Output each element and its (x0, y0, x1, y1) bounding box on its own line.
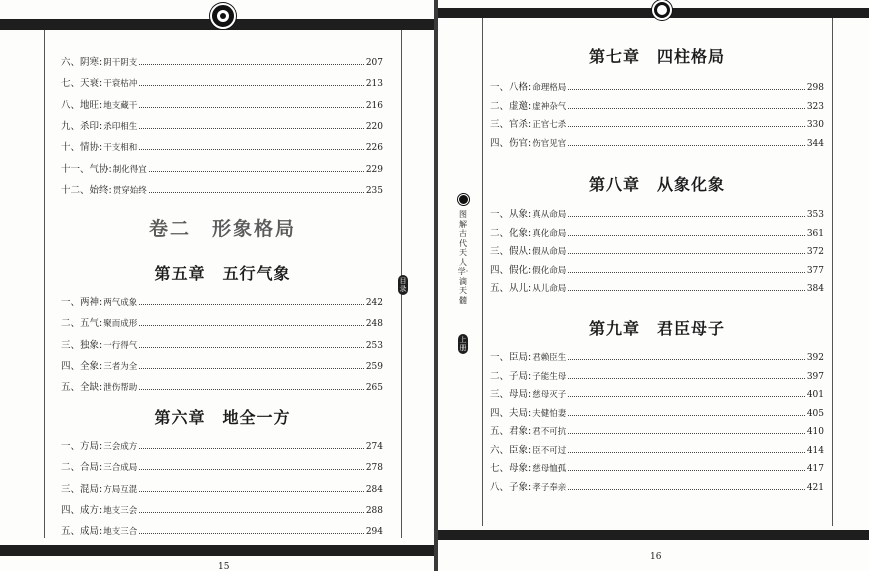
dot-leader (568, 359, 805, 360)
taiji-emblem-icon (210, 3, 236, 29)
entry-label: 一、八格: (490, 82, 532, 93)
dot-leader (568, 272, 805, 273)
toc-entry (61, 462, 383, 474)
toc-entry (490, 119, 824, 131)
dot-leader (568, 378, 805, 379)
entry-description: 方局互混 (103, 484, 138, 495)
entry-page-number: 259 (365, 361, 383, 372)
entry-label: 七、母象: (490, 463, 532, 474)
dot-leader (568, 145, 805, 146)
entry-page-number: 253 (365, 340, 383, 351)
entry-label: 四、成方: (61, 504, 103, 516)
entry-label: 六、臣象: (490, 444, 532, 456)
dot-leader (139, 491, 364, 492)
entry-page-number: 284 (365, 484, 383, 495)
entry-label: 六、阴寒: (61, 57, 103, 68)
toc-entry (490, 228, 824, 240)
right-page (438, 0, 869, 571)
left-margin-line (44, 30, 45, 538)
entry-description: 地支三合 (103, 527, 138, 538)
toc-entry (61, 382, 383, 394)
entry-description: 子能生母 (532, 371, 567, 382)
entry-page-number: 344 (806, 138, 824, 149)
entry-page-number: 405 (806, 408, 824, 419)
toc-entry (490, 463, 824, 475)
entry-page-number: 207 (365, 58, 383, 68)
entry-description: 虚神杂气 (532, 101, 567, 112)
toc-entry (61, 297, 383, 309)
entry-description: 一行得气 (103, 340, 138, 351)
entry-description: 制化得宜 (112, 164, 147, 175)
entry-label: 三、独象: (61, 339, 103, 351)
entry-label: 二、子局: (490, 370, 532, 382)
dot-leader (139, 448, 364, 449)
entry-page-number: 288 (365, 505, 383, 516)
entry-page-number: 392 (806, 353, 824, 363)
entry-page-number: 397 (806, 371, 824, 382)
entry-description: 慈母恤孤 (532, 464, 567, 474)
entry-description: 孝子奉亲 (532, 482, 567, 493)
dot-leader (568, 108, 805, 109)
toc-entry (490, 445, 824, 457)
entry-description: 贯穿始终 (112, 185, 147, 196)
entry-description: 阴干阴支 (103, 58, 138, 68)
entry-description: 泄伤帮助 (103, 383, 138, 394)
entry-description: 干支相和 (103, 143, 138, 154)
toc-entry (490, 138, 824, 150)
dot-leader (568, 216, 805, 217)
entry-description: 三者为全 (103, 361, 138, 372)
entry-label: 四、全象: (61, 360, 103, 372)
entry-label: 一、臣局: (490, 352, 532, 363)
dot-leader (139, 347, 364, 348)
dot-leader (139, 149, 364, 150)
entry-label: 九、杀印: (61, 120, 103, 132)
dot-leader (139, 128, 364, 129)
toc-entry (61, 484, 383, 496)
book-side-title: 图解古代天人学·滴天髓 (457, 210, 469, 305)
toc-entry (490, 246, 824, 258)
entry-page-number: 353 (806, 210, 824, 220)
entry-label: 三、混局: (61, 483, 103, 495)
toc-entry (490, 389, 824, 401)
entry-page-number: 294 (365, 527, 383, 538)
entry-page-number: 278 (365, 463, 383, 474)
entry-page-number: 372 (806, 247, 824, 257)
entry-page-number: 248 (365, 319, 383, 330)
entry-page-number: 216 (365, 100, 383, 111)
entry-page-number: 421 (806, 482, 824, 493)
volume-title: 卷二 形象格局 (148, 218, 296, 240)
toc-entry (61, 164, 383, 176)
toc-entry (490, 101, 824, 113)
dot-leader (568, 235, 805, 236)
entry-page-number: 410 (806, 427, 824, 437)
bottom-bar (0, 545, 434, 556)
entry-label: 一、方局: (61, 441, 103, 452)
entry-page-number: 274 (365, 442, 383, 452)
dot-leader (139, 85, 364, 86)
chapter-5-title: 第五章 五行气象 (154, 264, 291, 283)
page-number: 15 (218, 562, 230, 571)
entry-description: 臣不可过 (532, 445, 567, 456)
toc-entry (490, 408, 824, 420)
entry-description: 三合成局 (103, 463, 138, 474)
entry-label: 三、母局: (490, 389, 532, 400)
entry-label: 三、假从: (490, 246, 532, 257)
dot-leader (139, 389, 364, 390)
entry-label: 五、从儿: (490, 283, 532, 294)
entry-label: 一、从象: (490, 209, 532, 220)
toc-entry (61, 142, 383, 154)
dot-leader (139, 512, 364, 513)
entry-label: 五、全缺: (61, 382, 103, 394)
toc-entry (61, 121, 383, 133)
entry-label: 五、君象: (490, 426, 532, 437)
toc-entry (61, 185, 383, 197)
entry-page-number: 242 (365, 298, 383, 308)
entry-page-number: 235 (365, 185, 383, 196)
dot-leader (139, 469, 364, 470)
dot-leader (139, 304, 364, 305)
dot-leader (568, 253, 805, 254)
section-tab: 目录 (399, 277, 407, 293)
entry-label: 五、成局: (61, 526, 103, 538)
entry-description: 假化命局 (532, 265, 567, 276)
entry-label: 十二、始终: (61, 184, 112, 196)
entry-label: 十一、气协: (61, 163, 112, 175)
chapter-6-title: 第六章 地全一方 (154, 408, 291, 427)
dot-leader (568, 89, 805, 90)
entry-label: 二、化象: (490, 227, 532, 239)
entry-page-number: 226 (365, 143, 383, 154)
dot-leader (568, 396, 805, 397)
toc-entry (490, 209, 824, 221)
entry-description: 两气成象 (103, 298, 138, 308)
left-page (0, 0, 434, 571)
entry-label: 十、情协: (61, 142, 103, 154)
entry-description: 夫健怕妻 (532, 408, 567, 419)
chapter-8-title: 第八章 从象化象 (588, 175, 725, 194)
entry-label: 二、虚邀: (490, 100, 532, 112)
entry-label: 二、五气: (61, 318, 103, 330)
dot-leader (139, 368, 364, 369)
toc-entry (61, 505, 383, 517)
entry-page-number: 401 (806, 390, 824, 400)
toc-entry (61, 57, 383, 69)
entry-page-number: 384 (806, 284, 824, 294)
chapter-9-title: 第九章 君臣母子 (588, 319, 725, 338)
toc-entry (61, 100, 383, 112)
entry-description: 君赖臣生 (532, 353, 567, 363)
entry-page-number: 323 (806, 101, 824, 112)
entry-description: 从儿命局 (532, 284, 567, 294)
toc-entry (61, 78, 383, 90)
toc-entry (61, 361, 383, 373)
entry-page-number: 377 (806, 265, 824, 276)
toc-entry (490, 371, 824, 383)
volume-tab: 上册 (459, 336, 467, 352)
dot-leader (568, 415, 805, 416)
entry-page-number: 330 (806, 120, 824, 130)
dot-leader (149, 192, 364, 193)
left-margin-line (482, 18, 483, 526)
toc-entry (61, 318, 383, 330)
entry-description: 假从命局 (532, 247, 567, 257)
entry-description: 杀印相生 (103, 121, 138, 132)
entry-description: 三会成方 (103, 442, 138, 452)
bottom-bar (438, 530, 869, 540)
taiji-emblem-icon (652, 0, 672, 20)
chapter-7-title: 第七章 四柱格局 (588, 47, 725, 66)
toc-entry (61, 340, 383, 352)
entry-label: 三、官杀: (490, 119, 532, 130)
entry-page-number: 298 (806, 83, 824, 93)
dot-leader (568, 452, 805, 453)
dot-leader (568, 126, 805, 127)
dot-leader (149, 171, 364, 172)
entry-description: 地支三会 (103, 505, 138, 516)
toc-entry (61, 526, 383, 538)
dot-leader (139, 325, 364, 326)
entry-description: 慈母灭子 (532, 390, 567, 400)
entry-label: 八、子象: (490, 481, 532, 493)
dot-leader (139, 107, 364, 108)
entry-page-number: 265 (365, 383, 383, 394)
dot-leader (139, 64, 364, 65)
entry-page-number: 220 (365, 121, 383, 132)
toc-entry (490, 352, 824, 364)
toc-entry (490, 82, 824, 94)
entry-description: 正官七杀 (532, 120, 567, 130)
entry-page-number: 213 (365, 79, 383, 90)
right-margin-line (832, 18, 833, 526)
entry-description: 君不可抗 (532, 427, 567, 437)
entry-label: 七、天衰: (61, 78, 103, 90)
dot-leader (568, 433, 805, 434)
entry-description: 真化命局 (532, 228, 567, 239)
entry-page-number: 229 (365, 164, 383, 175)
dot-leader (568, 489, 805, 490)
toc-entry (490, 283, 824, 295)
entry-description: 地支藏干 (103, 100, 138, 111)
dot-leader (568, 470, 805, 471)
entry-description: 伤官见官 (532, 138, 567, 149)
toc-entry (490, 482, 824, 494)
dot-leader (139, 533, 364, 534)
entry-page-number: 417 (806, 464, 824, 474)
entry-label: 四、假化: (490, 264, 532, 276)
entry-page-number: 414 (806, 445, 824, 456)
toc-entry (490, 265, 824, 277)
entry-description: 真从命局 (532, 210, 567, 220)
toc-entry (61, 441, 383, 453)
side-taiji-icon (458, 194, 469, 205)
entry-page-number: 361 (806, 228, 824, 239)
entry-label: 二、合局: (61, 462, 103, 474)
entry-description: 干衰枯冲 (103, 79, 138, 90)
toc-entry (490, 426, 824, 438)
entry-label: 四、夫局: (490, 407, 532, 419)
entry-description: 聚而成形 (103, 319, 138, 330)
page-number: 16 (650, 552, 662, 562)
entry-label: 一、两神: (61, 297, 103, 308)
entry-label: 八、地旺: (61, 99, 103, 111)
entry-label: 四、伤官: (490, 137, 532, 149)
entry-description: 命理格局 (532, 83, 567, 93)
dot-leader (568, 290, 805, 291)
